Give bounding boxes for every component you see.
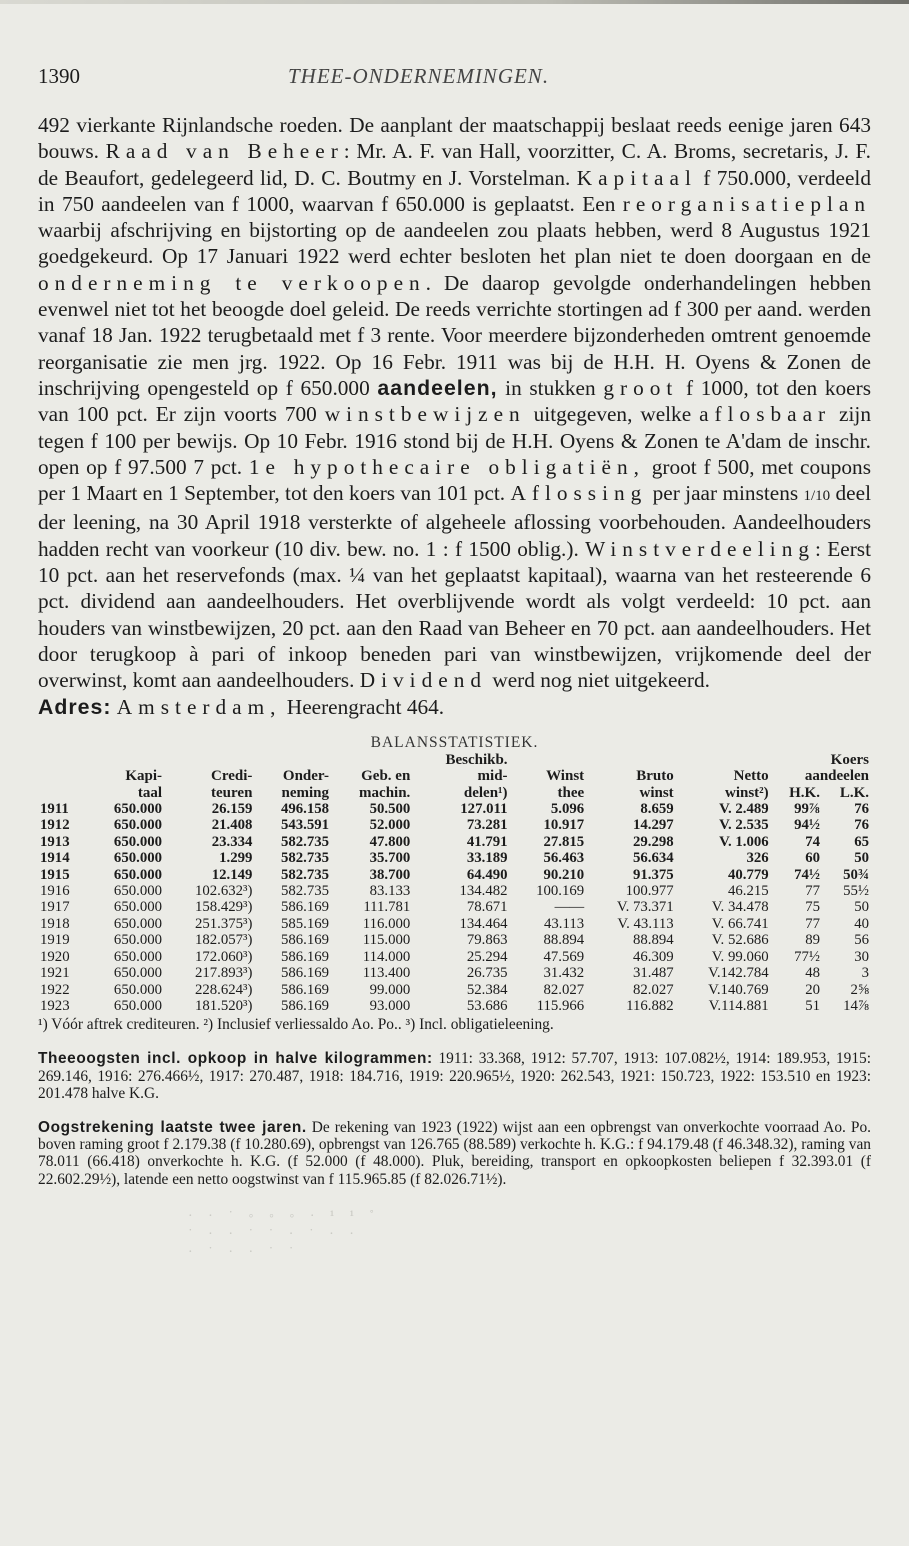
kapitaal-label: Kapitaal [576,165,697,190]
table-cell: 26.735 [466,965,508,982]
header-cell: winst²) [724,784,769,801]
table-cell: 56.634 [632,850,674,867]
table-cell: 83.133 [369,883,411,900]
header-cell: machin. [359,784,411,801]
description-paragraph [38,112,871,694]
table-cell: 46.215 [727,883,769,900]
table-cell: 46.309 [632,948,674,965]
year-cell: 1914 [40,850,70,867]
table-cell: 94½ [794,817,820,834]
table-cell: 40 [854,915,869,932]
table-cell: 650.000 [113,997,163,1014]
table-cell: 43.113 [544,915,585,932]
groot-label: groot [603,375,679,400]
header-cell [38,768,87,784]
table-cell: 40.779 [727,866,769,883]
page-number: 1390 [38,64,80,88]
text-run: uitgegeven, welke [525,402,700,427]
text-run: per jaar minstens [647,481,804,506]
table-cell: 650.000 [113,850,163,867]
table-cell: 586.169 [280,932,330,949]
table-cell: 134.464 [459,915,508,932]
table-cell: 3 [861,965,869,982]
table-cell: 56.463 [543,850,585,867]
table-footnote: ¹) Vóór aftrek crediteuren. ²) Inclusief verliessaldo Ao. Po.. ³) Incl. obligatieleening. [38,1016,554,1034]
header-cell [510,752,587,768]
table-cell: 650.000 [113,948,163,965]
year-cell: 1911 [40,801,69,818]
table-cell: 217.893³) [194,965,253,982]
table-cell: 326 [746,850,769,867]
theeoogsten-label: Theeoogsten incl. opkoop in halve kilogrammen: [38,1050,433,1068]
table-cell: 93.000 [369,997,411,1014]
year-cell: 1917 [40,899,70,916]
header-cell [164,752,254,768]
table-cell: 35.700 [369,850,411,867]
address-line [38,694,871,720]
table-cell: 55½ [843,883,869,900]
oogstrekening-label: Oogstrekening laatste twee jaren. [38,1118,307,1136]
table-row [38,916,871,932]
table-cell: 74 [805,833,820,850]
text-run: 492 vierkante Rijnlandsche roeden. De aanplant der maatschappij beslaat reeds eenige jaren 643 bouws. [38,113,871,164]
table-cell: 20 [805,981,820,998]
theeoogsten-text: 1911: 33.368, 1912: 57.707, 1913: 107.082½, 1914: 189.953, 1915: 269.146, 1916: 276.466½, 1917: 270.487, 1918: 184.716, 1919: 220.965½, 1920: 262.543, 1921: 150.723, 1922: 153.510 en 1923: 201.478 halve K.G. [38,1050,872,1102]
year-cell: 1921 [40,965,70,982]
table-row [38,850,871,866]
table-cell: 115.966 [536,997,585,1014]
text-run: waarbij afschrijving en bijstorting op de aandeelen zou plaats hebben, werd 8 Augustus 1921 goedgekeurd. Op 17 Januari 1922 werd echter besloten het plan niet te doen doorgaan en de [38,218,871,269]
table-cell: 77 [805,915,820,932]
table-cell: V. 2.535 [719,817,769,834]
table-cell: 113.400 [362,965,411,982]
table-cell: 585.169 [280,915,330,932]
table-cell: 53.686 [466,997,508,1014]
table-cell: 78.671 [466,899,508,916]
table-cell: 650.000 [113,981,163,998]
table-cell: 5.096 [550,801,585,818]
table-cell: 21.408 [211,817,253,834]
table-cell: 582.735 [280,883,330,900]
adres-street: Heerengracht 464. [281,694,445,719]
table-cell: 582.735 [280,850,330,867]
text-run: : Eerst 10 pct. aan het reservefonds (max. ¼ van het geplaatst kapitaal), waarna van het resteerende 6 pct. dividend aan aandeelhouders. Het overblijvende wordt als volgt verdeeld: 10 pct. aan houders van winstbewijzen, 20 pct. aan den Raad van Beheer en 70 pct. aan aandeelhouders. Het door terugkoop à pari of inkoop beneden pari van winstbewijzen, vrijkomende deel der overwinst, komt aan aandeelhouders. [38,536,872,693]
table-cell: 31.432 [543,965,585,982]
winstverdeeling-label: Winstverdeeling [585,536,816,561]
table-cell: 582.735 [280,866,330,883]
table-cell: 650.000 [113,833,163,850]
text-run: groot f 500, met coupons per 1 Maart en 1 September, tot den koers van 101 pct. [38,454,871,506]
table-cell: 50¾ [843,866,869,883]
table-cell: 47.800 [369,833,411,850]
year-cell: 1918 [40,915,70,932]
table-cell: 50 [854,899,869,916]
table-title: BALANSSTATISTIEK. [370,733,539,751]
table-cell: V. 34.478 [711,899,769,916]
table-cell: 82.027 [543,981,585,998]
table-cell: 25.294 [466,948,508,965]
table-cell: 51 [805,997,820,1014]
year-cell: 1920 [40,948,70,965]
year-cell: 1915 [40,866,70,883]
header-cell: thee [557,784,585,801]
faint-bleed-through: · · ˙ ◦ ◦ ◦ · ¹ ¹ ˚ ˙ · · ˙ ˙ · ˙ · · · ˙ · · ˙ ˙ [188,1208,381,1260]
table-cell: 41.791 [466,833,508,850]
table-cell: 582.735 [280,833,330,850]
table-cell: 30 [854,948,869,965]
year-cell: 1919 [40,932,70,949]
table-cell: 102.632³) [194,883,253,900]
table-cell: 82.027 [632,981,674,998]
table-cell: 90.210 [543,866,585,883]
aflossing-label: Aflossing [510,481,648,506]
table-cell: —— [554,899,585,916]
aflosbaar-label: aflosbaar [699,402,832,427]
table-row [38,834,871,850]
table-cell: 2⅝ [850,981,869,998]
header-cell [676,752,771,768]
table-cell: V. 43.113 [617,915,674,932]
table-row [38,998,871,1014]
table-header-row-mid [38,768,871,784]
header-cell [87,752,164,768]
table-cell: 50 [854,850,869,867]
header-cell [331,752,412,768]
table-cell: V.114.881 [708,997,769,1014]
dividend-label: Dividend [359,668,487,693]
table-cell: 10.917 [543,817,585,834]
table-cell: 111.781 [363,899,411,916]
table-cell: 31.487 [632,965,674,982]
table-row [38,801,871,817]
oogstrekening-text: De rekening van 1923 (1922) wijst aan een opbrengst van onverkochte voorraad Ao. Po. boven raming groot f 2.179.38 (f 10.280.69), opbrengst van 126.765 (88.589) verkochte h. K.G.: f 94.179.48 (f 46.348.32), raming van 78.011 (66.418) onverkochte h. K.G. (f 52.000 (f 48.000). Pluk, bereiding, transport en opkoopkosten beliepen f 32.393.01 (f 22.602.29½), latende een netto oogstwinst van f 115.965.85 (f 82.026.71½). [38,1118,872,1188]
table-cell: 26.159 [211,801,253,818]
table-cell: 650.000 [113,899,163,916]
table-cell: 77 [805,883,820,900]
table-cell: 65 [854,833,869,850]
header-cell: teuren [211,784,253,801]
table-cell: 127.011 [460,801,508,818]
table-cell: 12.149 [211,866,253,883]
table-cell: 74½ [794,866,820,883]
table-cell: V.142.784 [708,965,769,982]
aandeelen-label: aandeelen, [377,375,498,400]
year-cell: 1912 [40,817,70,834]
table-cell: 116.882 [626,997,674,1014]
table-row [38,867,871,883]
table-cell: 33.189 [466,850,508,867]
balance-statistics-table [38,752,871,1015]
text-run: werd nog niet uitgekeerd. [487,668,710,693]
table-row [38,817,871,833]
onderneming-te-verkoopen-label: onderneming te verkoopen [38,270,426,295]
table-cell: 650.000 [113,915,163,932]
table-cell: 88.894 [632,932,674,949]
year-cell: 1916 [40,883,70,900]
table-cell: 50.500 [369,801,411,818]
header-cell: Onder- [282,768,330,785]
table-cell: 586.169 [280,899,330,916]
table-cell: 251.375³) [194,915,253,932]
theeoogsten-section [38,1050,871,1102]
table-cell: 650.000 [113,932,163,949]
table-cell: 115.000 [362,932,411,949]
table-cell: 47.569 [543,948,585,965]
table-cell: 650.000 [113,801,163,818]
adres-label: Adres: [38,694,112,719]
text-run: in stukken [497,375,604,400]
table-cell: 52.384 [466,981,508,998]
table-row [38,965,871,981]
table-cell: 23.334 [211,833,253,850]
adres-city: Amsterdam, [116,694,282,719]
table-row [38,982,871,998]
table-cell: 172.060³) [194,948,253,965]
table-cell: 48 [805,965,820,982]
table-cell: 586.169 [280,965,330,982]
table-cell: 650.000 [113,817,163,834]
header-cell: aandeelen [804,768,869,785]
header-cell: taal [137,784,163,801]
table-cell: 114.000 [362,948,411,965]
text-run: zijn tegen f 100 per bewijs. Op 10 Febr. 1916 stond bij de H.H. Oyens & Zonen te A'dam de inschr. open op f 97.500 7 pct. [38,402,871,479]
table-cell: V. 1.006 [719,833,769,850]
table-cell: 75 [805,899,820,916]
table-cell: 586.169 [280,981,330,998]
table-cell: V. 73.371 [616,899,674,916]
header-cell: Netto [733,768,769,785]
table-cell: 496.158 [280,801,330,818]
header-cell [586,752,676,768]
table-cell: 89 [805,932,820,949]
table-cell: 73.281 [466,817,508,834]
header-cell: Geb. en [361,768,411,785]
table-row [38,899,871,915]
hypothecaire-obligatien-label: 1e hypothecaire obligatiën, [248,454,645,479]
year-cell: 1922 [40,981,70,998]
header-cell: mid- [477,768,508,785]
table-cell: 29.298 [632,833,674,850]
table-cell: 60 [805,850,820,867]
table-cell: V.140.769 [708,981,769,998]
header-cell: winst [639,784,674,801]
table-header-row-bottom [38,785,871,801]
table-cell: 100.977 [625,883,674,900]
table-cell: V. 99.060 [711,948,769,965]
table-cell: 14⅞ [843,997,869,1014]
header-cell: neming [281,784,330,801]
page-edge-shadow [0,0,909,4]
text-run: . De daarop gevolgde onderhandelingen hebben evenwel niet tot het beoogde doel geleid. De reeds verrichte stortingen ad f 300 per aand. werden vanaf 18 Jan. 1922 terugbetaald met f 3 rente. Voor meerdere bijzonderheden omtrent genoemde reorganisatie zie men jrg. 1922. Op 16 Febr. 1911 was bij de H.H. H. Oyens & Zonen de inschrijving opengesteld op f 650.000 [38,270,871,400]
table-cell: 64.490 [466,866,508,883]
table-cell: 38.700 [369,866,411,883]
table-cell: 91.375 [632,866,674,883]
table-cell: 586.169 [280,948,330,965]
table-cell: 650.000 [113,866,163,883]
table-cell: 134.482 [459,883,508,900]
year-cell: 1923 [40,997,70,1014]
table-cell: 99⅞ [794,801,820,818]
table-cell: 27.815 [543,833,585,850]
table-cell: 1.299 [219,850,253,867]
table-cell: 77½ [794,948,820,965]
header-cell: Beschikb. [445,751,508,768]
table-cell: V. 52.686 [711,932,769,949]
table-cell: 586.169 [280,997,330,1014]
header-cell: delen¹) [463,784,508,801]
reorganisatieplan-label: reorganisatieplan [622,191,871,216]
table-cell: V. 66.741 [711,915,769,932]
table-cell: 88.894 [543,932,585,949]
header-cell: H.K. [789,784,820,801]
header-cell: Credi- [211,768,253,785]
table-cell: 99.000 [369,981,411,998]
table-cell: 182.057³) [194,932,253,949]
text-run: f 1000, tot den koers van 100 pct. Er zijn voorts 700 [38,375,871,427]
winstbewijzen-label: winstbewijzen [324,402,526,427]
text-run: f 750.000, verdeeld in 750 aandeelen van f 1000, waarvan f 650.000 is geplaatst. Een [38,165,871,216]
running-title: THEE-ONDERNEMINGEN. [288,64,550,88]
header-cell: L.K. [839,784,869,801]
header-cell: Kapi- [125,768,163,785]
table-cell: 79.863 [466,932,508,949]
header-cell: Winst [546,768,585,785]
table-cell: 100.169 [536,883,585,900]
table-cell: V. 2.489 [719,801,769,818]
table-body [38,801,871,1014]
header-cell [254,752,331,768]
table-row [38,949,871,965]
table-cell: 158.429³) [194,899,253,916]
header-cell [38,785,87,801]
table-cell: 116.000 [362,915,411,932]
page-header [38,64,871,104]
header-cell: Koers [830,751,869,768]
table-cell: 52.000 [369,817,411,834]
text-run: deel der leening, na 30 April 1918 versterkte of algeheele aflossing voorbehouden. Aandeelhouders hadden recht van voorkeur (10 div. bew. no. 1 : f 1500 oblig.). [38,481,871,561]
table-cell: 56 [854,932,869,949]
text-run: : Mr. A. F. van Hall, voorzitter, C. A. Broms, secretaris, J. F. de Beaufort, gedelegeerd lid, D. C. Boutmy en J. Vorstelman. [38,139,871,190]
table-cell: 181.520³) [194,997,253,1014]
table-cell: 543.591 [280,817,330,834]
company-description [38,112,871,720]
table-cell: 650.000 [113,883,163,900]
year-cell: 1913 [40,833,70,850]
table-cell: 76 [854,817,869,834]
table-cell: 650.000 [113,965,163,982]
table-cell: 14.297 [632,817,674,834]
table-header-row-top [38,752,871,768]
fraction: 1/10 [803,488,831,505]
header-cell [38,752,87,768]
oogstrekening-section [38,1119,871,1188]
table-row [38,932,871,948]
table-cell: 76 [854,801,869,818]
header-cell: Bruto [636,768,674,785]
table-cell: 8.659 [640,801,674,818]
table-cell: 228.624³) [194,981,253,998]
raad-van-beheer-label: Raad van Beheer [105,139,344,164]
table-row [38,883,871,899]
